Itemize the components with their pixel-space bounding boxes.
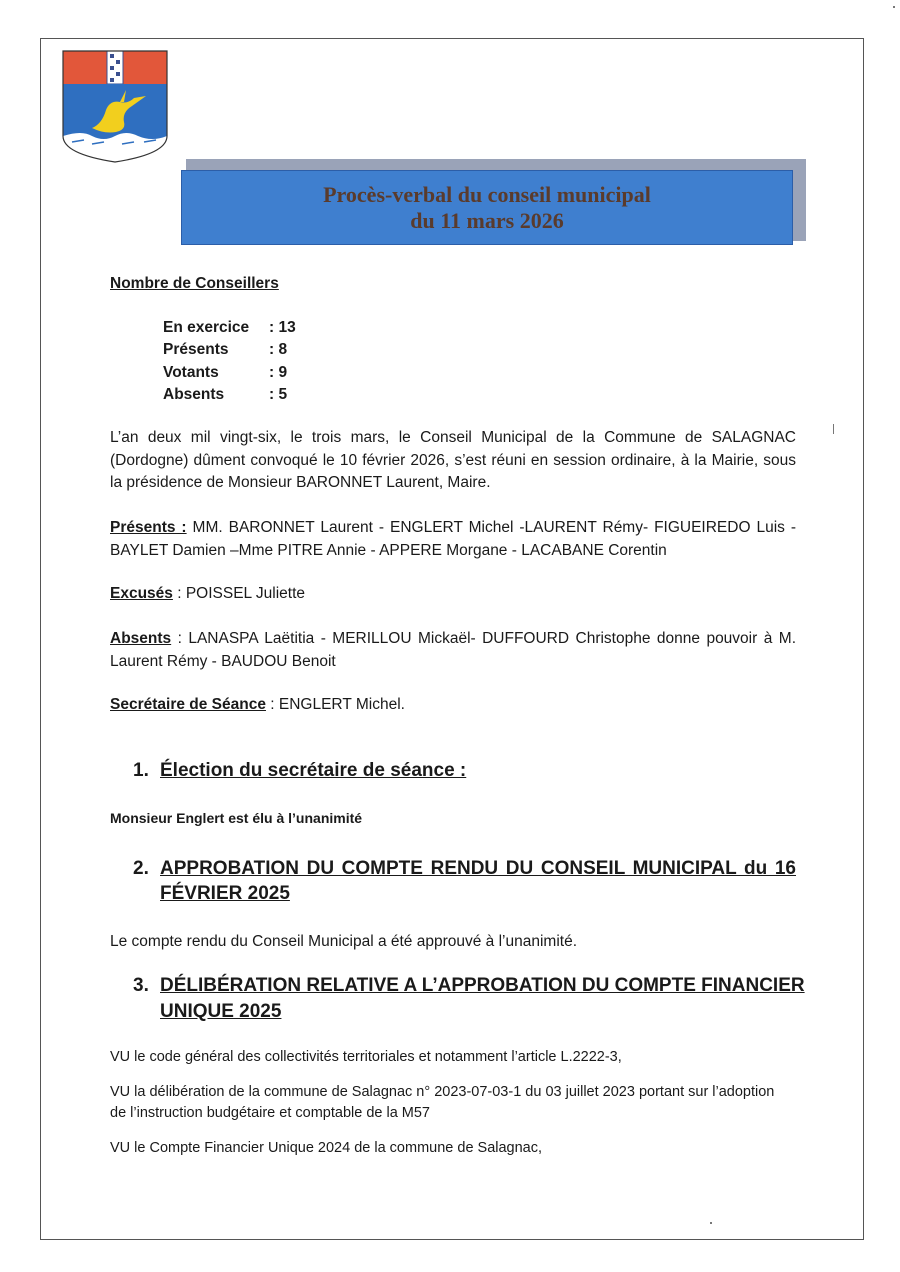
- municipal-coat-of-arms-icon: [62, 50, 168, 164]
- vu-clause: VU le code général des collectivités territoriales et notamment l’article L.2222-3,: [110, 1049, 622, 1065]
- section-1-title: Élection du secrétaire de séance :: [160, 760, 467, 781]
- section-2-title-line-2: FÉVRIER 2025: [160, 883, 290, 904]
- absents-list: : LANASPA Laëtitia - MERILLOU Mickaël- DUFFOURD Christophe donne pouvoir à M. Laurent Rémy - BAUDOU Benoit: [110, 630, 796, 670]
- councillors-heading: Nombre de Conseillers: [110, 275, 279, 292]
- secretaire-paragraph: [110, 694, 796, 717]
- vu-clause: VU le Compte Financier Unique 2024 de la commune de Salagnac,: [110, 1140, 543, 1156]
- document-title-line-2: du 11 mars 2026: [410, 207, 564, 233]
- section-2-body: Le compte rendu du Conseil Municipal a été approuvé à l’unanimité.: [110, 933, 578, 950]
- title-banner: [181, 170, 793, 245]
- excuses-list: : POISSEL Juliette: [172, 585, 306, 602]
- section-2-number: 2.: [133, 858, 149, 879]
- section-3-title-line-1: DÉLIBÉRATION RELATIVE A L’APPROBATION DU COMPTE FINANCIER: [160, 975, 805, 996]
- absents-label: Absents: [110, 630, 172, 647]
- document-title-line-1: Procès-verbal du conseil municipal: [323, 181, 651, 207]
- section-3-title-line-2: UNIQUE 2025: [160, 1001, 282, 1022]
- count-label: Votants: [163, 363, 219, 381]
- intro-paragraph: L’an deux mil vingt-six, le trois mars, le Conseil Municipal de la Commune de SALAGNAC (Dordogne) dûment convoqué le 10 février 2026, s’est réuni en session ordinaire, à la Mairie, sous la présidence de Monsieur BARONNET Laurent, Maire.: [110, 429, 796, 491]
- count-value: : 8: [269, 341, 288, 359]
- count-label: En exercice: [163, 319, 250, 336]
- scan-speck: [893, 6, 895, 8]
- presents-list: MM. BARONNET Laurent - ENGLERT Michel -LAURENT Rémy- FIGUEIREDO Luis - BAYLET Damien –Mme PITRE Annie - APPERE Morgane - LACABANE Corentin: [110, 519, 797, 559]
- excuses-label: Excusés: [110, 585, 173, 602]
- count-value: : 13: [269, 319, 296, 336]
- section-3-number: 3.: [133, 975, 149, 996]
- scan-speck: [833, 424, 834, 434]
- presents-paragraph: [110, 517, 796, 562]
- count-row: [163, 317, 296, 339]
- vu-clause-continuation: de l’instruction budgétaire et comptable de la M57: [110, 1105, 430, 1121]
- presents-label: Présents :: [110, 519, 187, 536]
- section-1-body: Monsieur Englert est élu à l’unanimité: [110, 810, 363, 826]
- secretaire-label: Secrétaire de Séance: [110, 696, 266, 713]
- scan-speck: [710, 1222, 712, 1224]
- section-1-number: 1.: [133, 760, 149, 781]
- count-label: Présents: [163, 341, 229, 359]
- absents-paragraph: [110, 628, 796, 673]
- councillors-count-table: [163, 317, 296, 407]
- vu-clause: VU la délibération de la commune de Salagnac n° 2023-07-03-1 du 03 juillet 2023 portant sur l’adoption: [110, 1084, 775, 1100]
- count-row: [163, 384, 296, 406]
- count-row: [163, 339, 296, 361]
- secretaire-name: : ENGLERT Michel.: [265, 696, 405, 713]
- count-row: [163, 362, 296, 384]
- section-2-title-line-1: APPROBATION DU COMPTE RENDU DU CONSEIL MUNICIPAL du 16: [160, 858, 796, 879]
- count-label: Absents: [163, 386, 225, 404]
- count-value: : 9: [269, 363, 288, 381]
- count-value: : 5: [269, 386, 288, 404]
- excuses-paragraph: [110, 583, 796, 606]
